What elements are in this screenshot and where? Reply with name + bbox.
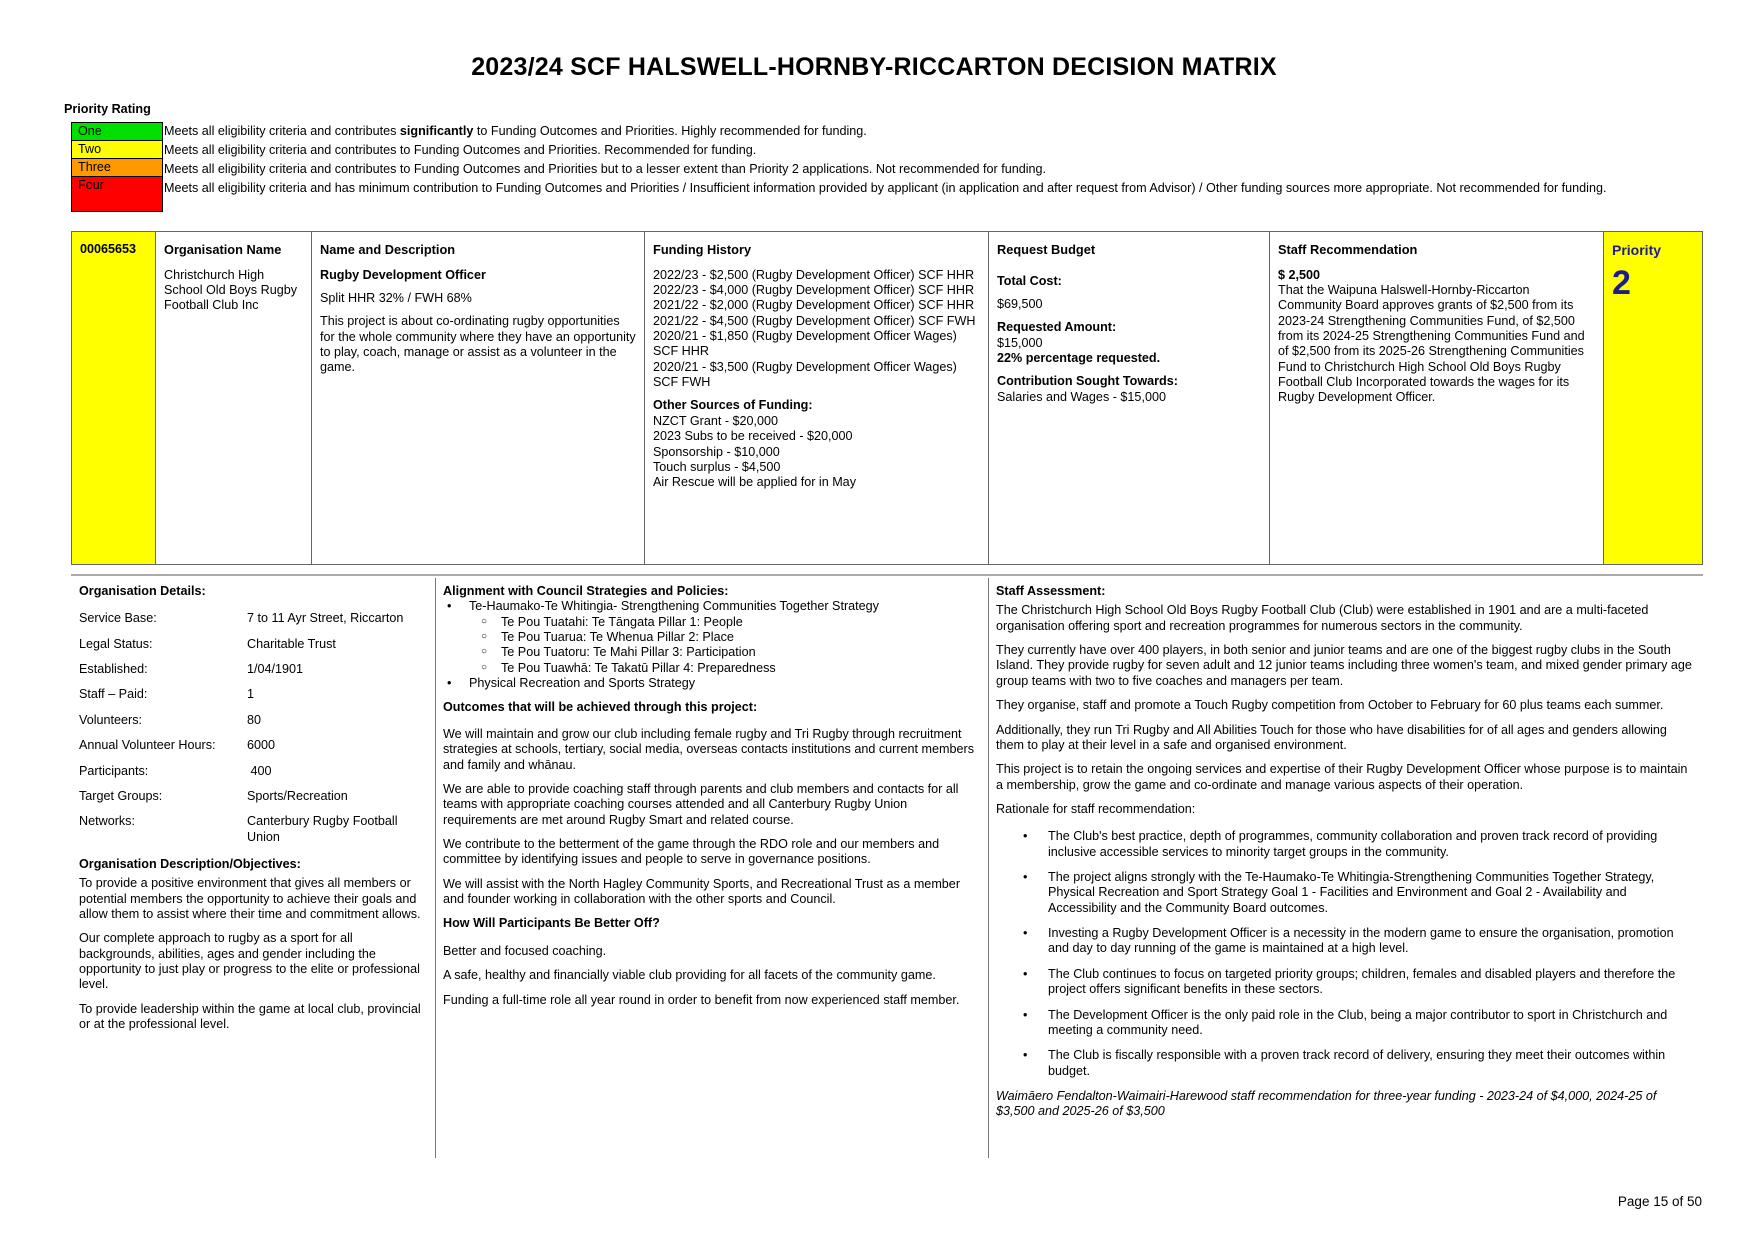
contribution-value: Salaries and Wages - $15,000 (997, 389, 1166, 404)
better-off-para: A safe, healthy and financially viable club providing for all facets of the community game. (443, 968, 936, 983)
assessment-para: They currently have over 400 players, in both senior and junior teams and are one of the biggest rugby clubs in the South Island. They provide rugby for seven adult and 12 junior teams including three women's team, and mixed gender primary age group teams with two to five coaches and managers per team. (996, 643, 1692, 688)
recommendation-text: That the Waipuna Halswell-Hornby-Riccarton Community Board approves grants of $2,500 from its 2023-24 Strengthening Communities Fund, of $2,500 from its 2024-25 Strengthening Communities Fund and of $2,500 from its 2025-26 Strengthening Communities Fund to Christchurch High School Old Boys Rugby Football Club Incorporated towards the wages for its Rugby Development Officer. (1278, 282, 1585, 405)
rationale-item: • Investing a Rugby Development Officer is a necessity in the modern game to ensure the organisation, promotion and day to day running of the game is maintained at a high level. (1048, 926, 1695, 957)
priority-desc-two: Meets all eligibility criteria and contributes to Funding Outcomes and Priorities. Recommended for funding. (164, 143, 757, 157)
org-description-para: To provide a positive environment that gives all members or potential members the opportunity to achieve their goals and allow them to assist where their time and commitment allows. (79, 876, 421, 922)
detail-value: Canterbury Rugby Football Union (247, 814, 398, 844)
project-name: Rugby Development Officer (320, 267, 486, 282)
rationale-heading: Rationale for staff recommendation: (996, 801, 1196, 816)
better-off-para: Better and focused coaching. (443, 943, 607, 958)
contribution-label: Contribution Sought Towards: (997, 374, 1178, 389)
assessment-para: This project is to retain the ongoing services and expertise of their Rugby Development Officer whose purpose is to maintain a membership, grow the game and co-ordinate and manage various aspects of their operation. (996, 762, 1688, 792)
funding-history-item: 2021/22 - $2,000 (Rugby Development Officer) SCF HHR (653, 298, 975, 313)
funding-history-cell (645, 232, 989, 564)
detail-value: 80 (247, 712, 262, 727)
priority-label: Priority (1612, 242, 1662, 258)
detail-row (79, 713, 427, 728)
assessment-para: Additionally, they run Tri Rugby and All Abilities Touch for those who have disabilities for of all ages and genders allowing them to play at their level in a safe and organised environment. (996, 722, 1667, 752)
funding-history-list (653, 268, 980, 391)
alignment-heading: Alignment with Council Strategies and Policies: (443, 584, 729, 598)
outcomes-heading: Outcomes that will be achieved through this project: (443, 699, 758, 714)
priority-desc-four: Meets all eligibility criteria and has minimum contribution to Funding Outcomes and Priorities / Insufficient information provided by applicant (in application and after request from Advisor) / Other funding sources more appropriate. Not recommended for funding. (164, 181, 1607, 195)
application-id: 00065653 (80, 242, 137, 256)
other-source-item: 2023 Subs to be received - $20,000 (653, 429, 853, 444)
strategy-item: • Physical Recreation and Sports Strategy (469, 676, 980, 691)
detail-value: Charitable Trust (247, 636, 336, 651)
request-budget-cell (989, 232, 1270, 564)
pillar-item: ○ Te Pou Tuarua: Te Whenua Pillar 2: Place (501, 630, 980, 645)
org-description-para: To provide leadership within the game at local club, provincial or at the professional level. (79, 1001, 421, 1032)
assessment-footnote: Waimāero Fendalton-Waimairi-Harewood staff recommendation for three-year funding - 2023-24 of $4,000, 2024-25 of $3,500 and 2025-26 of $3,500 (996, 1088, 1657, 1119)
strategy-item (469, 599, 980, 676)
rationale-item: • The Club continues to focus on targeted priority groups; children, females and disabled players and therefore the project offers significant benefits in these sectors. (1048, 967, 1695, 998)
requested-amount-label: Requested Amount: (997, 320, 1117, 335)
priority-swatch-two: Two (72, 141, 162, 159)
recommended-amount: $ 2,500 (1278, 267, 1321, 282)
priority-swatch-four: Four (72, 177, 162, 211)
detail-key: Service Base: (79, 611, 157, 626)
rationale-item: • The Club's best practice, depth of programmes, community collaboration and proven track record of providing inclusive accessible services to minority target groups in the community. (1048, 829, 1695, 860)
total-cost-value: $69,500 (997, 296, 1043, 311)
outcome-para: We are able to provide coaching staff through parents and club members and contacts for all teams with appropriate coaching courses attended and all Canterbury Rugby Union requirements are met around Rugby Smart and related course. (443, 781, 959, 827)
strategy-list (443, 599, 980, 691)
rationale-item: • The Club is fiscally responsible with a proven track record of delivery, ensuring they meet their outcomes within budget. (1048, 1048, 1695, 1079)
details-section (71, 578, 1703, 1158)
funding-history-item: 2022/23 - $2,500 (Rugby Development Officer) SCF HHR (653, 267, 975, 282)
priority-swatch-three: Three (72, 159, 162, 177)
organisation-details-heading: Organisation Details: (79, 584, 206, 598)
rationale-item: • The Development Officer is the only paid role in the Club, being a major contributor to sport in Christchurch and meeting a community need. (1048, 1008, 1695, 1039)
assessment-para: The Christchurch High School Old Boys Rugby Football Club (Club) were established in 1901 and are a multi-faceted organisation offering sport and recreation programmes for numerous sectors in the community. (996, 603, 1649, 633)
other-source-item: Air Rescue will be applied for in May (653, 475, 856, 490)
staff-assessment-section (988, 578, 1703, 1158)
detail-key: Staff – Paid: (79, 687, 148, 702)
staff-recommendation-cell (1270, 232, 1604, 564)
detail-value: 6000 (247, 738, 276, 753)
request-budget-header: Request Budget (997, 242, 1096, 257)
detail-row (79, 738, 427, 753)
detail-row (79, 637, 427, 652)
funding-history-item: 2021/22 - $4,500 (Rugby Development Officer) SCF FWH (653, 313, 976, 328)
other-sources-header: Other Sources of Funding: (653, 398, 813, 413)
percentage-requested: 22% percentage requested. (997, 351, 1161, 366)
detail-key: Annual Volunteer Hours: (79, 738, 216, 753)
rationale-list (996, 829, 1695, 1079)
other-source-item: NZCT Grant - $20,000 (653, 413, 779, 428)
priority-desc-one: Meets all eligibility criteria and contributes significantly to Funding Outcomes and Priorities. Highly recommended for funding. (164, 124, 867, 138)
pillar-item: ○ Te Pou Tuatoru: Te Mahi Pillar 3: Participation (501, 645, 980, 660)
detail-value: Sports/Recreation (247, 788, 348, 803)
detail-key: Established: (79, 662, 148, 677)
outcome-para: We will maintain and grow our club including female rugby and Tri Rugby through recruitment strategies at schools, tertiary, social media, overseas contacts institutions and current members and family and whānau. (443, 726, 975, 772)
detail-row (79, 789, 427, 804)
pillar-list (469, 615, 980, 676)
detail-key: Target Groups: (79, 788, 163, 803)
funding-history-header: Funding History (653, 242, 752, 257)
application-id-cell (72, 232, 156, 564)
rationale-item: • The project aligns strongly with the Te-Haumako-Te Whitingia-Strengthening Communities Together Strategy, Physical Recreation and Sport Strategy Goal 1 - Facilities and Environment and Goal 2 - Availability and Accessibility and the Community Board outcomes. (1048, 870, 1695, 916)
detail-row (79, 662, 427, 677)
detail-value: 1/04/1901 (247, 662, 304, 677)
strategy-text: Te-Haumako-Te Whitingia- Strengthening Communities Together Strategy (469, 599, 879, 614)
staff-assessment-heading: Staff Assessment: (996, 584, 1106, 598)
priority-cell (1604, 232, 1702, 564)
pillar-item: ○ Te Pou Tuawhā: Te Takatū Pillar 4: Preparedness (501, 661, 980, 676)
outcome-para: We contribute to the betterment of the game through the RDO role and our members and committee by identifying issues and people to serve in governance positions. (443, 837, 940, 867)
priority-legend-swatches (71, 122, 163, 212)
other-source-item: Sponsorship - $10,000 (653, 444, 780, 459)
decision-matrix-row (71, 231, 1703, 565)
detail-key: Legal Status: (79, 636, 153, 651)
project-split: Split HHR 32% / FWH 68% (320, 290, 472, 305)
priority-swatch-one: One (72, 123, 162, 141)
organisation-name-header: Organisation Name (164, 242, 282, 257)
alignment-section (435, 578, 988, 1158)
detail-key: Volunteers: (79, 712, 143, 727)
detail-row (79, 687, 427, 702)
total-cost-label: Total Cost: (997, 273, 1062, 288)
name-description-cell (312, 232, 645, 564)
detail-key: Networks: (79, 814, 135, 829)
detail-value: 400 (247, 763, 272, 778)
priority-rating-heading: Priority Rating (64, 102, 151, 116)
priority-value: 2 (1612, 264, 1631, 303)
detail-row (79, 814, 427, 845)
section-divider (71, 574, 1703, 576)
project-description: This project is about co-ordinating rugby opportunities for the whole community where they have an opportunity to play, coach, manage or assist as a volunteer in the game. (320, 314, 636, 375)
funding-history-item: 2022/23 - $4,000 (Rugby Development Officer) SCF HHR (653, 282, 975, 297)
detail-value: 7 to 11 Ayr Street, Riccarton (247, 611, 404, 626)
organisation-name-cell (156, 232, 312, 564)
better-off-para: Funding a full-time role all year round in order to benefit from now experienced staff member. (443, 992, 960, 1007)
other-source-item: Touch surplus - $4,500 (653, 459, 781, 474)
funding-history-item: 2020/21 - $1,850 (Rugby Development Officer Wages) SCF HHR (653, 329, 957, 359)
staff-recommendation-header: Staff Recommendation (1278, 242, 1418, 257)
better-off-heading: How Will Participants Be Better Off? (443, 916, 660, 931)
detail-key: Participants: (79, 763, 149, 778)
assessment-para: They organise, staff and promote a Touch Rugby competition from October to February for 60 plus teams each summer. (996, 698, 1664, 713)
organisation-details (71, 578, 435, 1158)
organisation-name: Christchurch High School Old Boys Rugby Football Club Inc (164, 267, 298, 313)
funding-history-item: 2020/21 - $3,500 (Rugby Development Officer Wages) SCF FWH (653, 359, 957, 390)
detail-row (79, 611, 427, 626)
org-description-heading: Organisation Description/Objectives: (79, 856, 301, 871)
pillar-item: ○ Te Pou Tuatahi: Te Tāngata Pillar 1: People (501, 615, 980, 630)
page-title: 2023/24 SCF HALSWELL-HORNBY-RICCARTON DECISION MATRIX (471, 53, 1277, 81)
priority-desc-three: Meets all eligibility criteria and contributes to Funding Outcomes and Priorities but to a lesser extent than Priority 2 applications. Not recommended for funding. (164, 162, 1047, 176)
requested-amount-value: $15,000 (997, 335, 1043, 350)
detail-row (79, 764, 427, 779)
page-number: Page 15 of 50 (1617, 1194, 1702, 1209)
org-description-para: Our complete approach to rugby as a sport for all backgrounds, abilities, ages and gender including the opportunity to just play or progress to the elite or professional level. (79, 931, 420, 992)
detail-value: 1 (247, 687, 255, 702)
name-description-header: Name and Description (320, 242, 456, 257)
outcome-para: We will assist with the North Hagley Community Sports, and Recreational Trust as a member and founder working in collaboration with the other sports and Council. (443, 876, 961, 907)
